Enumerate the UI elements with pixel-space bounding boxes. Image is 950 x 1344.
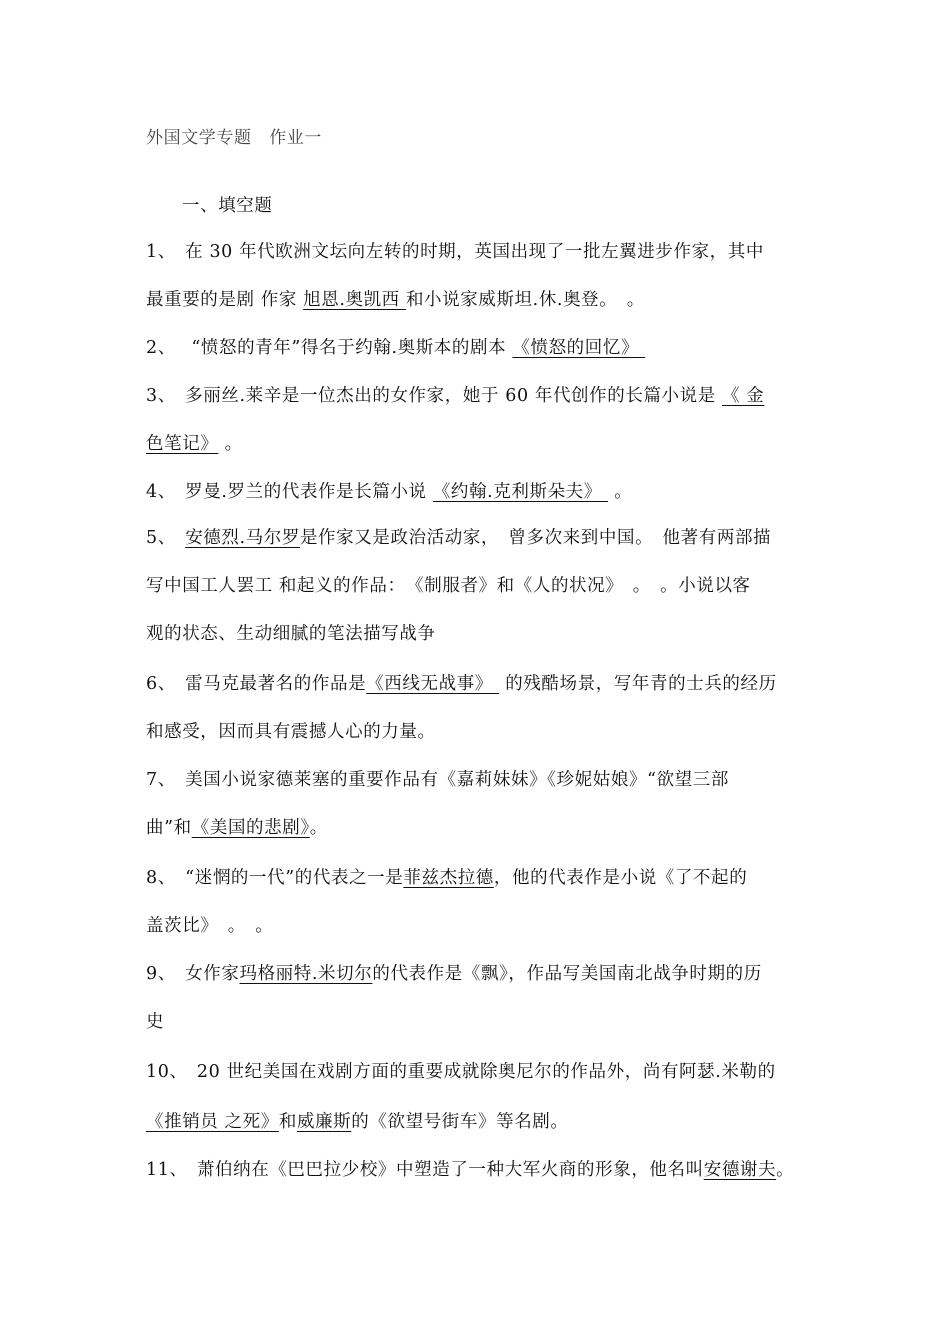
text-line [146,336,645,360]
text-segment: 史 [146,1012,165,1032]
text-segment: 和小说家威斯坦.休.奥登。 。 [405,290,645,310]
text-segment: 2、 “愤怒的青年”得名于约翰.奥斯本的剧本 [146,338,513,358]
text-line [146,1158,794,1182]
answer-underlined: 旭恩.奥凯西 [303,290,406,310]
text-segment: 是作家又是政治活动家， 曾多次来到中国。 他著有两部描 [299,528,772,548]
text-segment: 7、 美国小说家德莱塞的重要作品有《嘉莉妹妹》《珍妮姑娘》“欲望三部 [146,770,729,790]
answer-underlined: 安德烈.马尔罗 [185,528,300,548]
text-segment: 9、 女作家 [146,964,240,984]
text-segment: 观的状态、生动细腻的笔法描写战争 [146,624,436,644]
text-line [146,240,764,264]
section-heading: 一、填空题 [182,196,273,216]
answer-underlined: 《 金 [722,386,765,406]
answer-underlined: 《约翰.克利斯朵夫》 [432,482,609,502]
text-line [146,1010,164,1034]
text-segment: 5、 [146,528,186,548]
answer-underlined: 安德谢夫 [703,1160,777,1180]
text-segment: 。 [776,1160,795,1180]
answer-underlined: 色笔记》 [146,434,219,454]
text-line [146,432,243,456]
text-segment: 11、 萧伯纳在《巴巴拉少校》中塑造了一种大军火商的形象，他名叫 [146,1160,704,1180]
document-title: 外国文学专题 作业一 [146,128,322,148]
text-segment: 。 [218,434,243,454]
text-segment: 8、 “迷惘的一代”的代表之一是 [146,868,404,888]
text-segment: ，他的代表作是小说《了不起的 [493,868,748,888]
text-line [146,480,632,504]
text-segment: 最重要的是剧 作家 [146,290,304,310]
text-line [146,288,645,312]
text-segment: 和感受，因而具有震撼人心的力量。 [146,722,436,742]
text-segment: 的《欲望号街车》等名剧。 [351,1112,569,1132]
answer-underlined: 《美国的悲剧》 [191,818,310,838]
answer-underlined: 威廉斯 [296,1112,352,1132]
text-line [146,1110,569,1134]
text-segment: 10、 20 世纪美国在戏剧方面的重要成就除奥尼尔的作品外，尚有阿瑟.米勒的 [146,1062,776,1082]
text-segment: 曲”和 [146,818,192,838]
answer-underlined: 《西线无战事》 [366,674,500,694]
text-line [146,720,436,744]
text-line [146,672,777,696]
answer-underlined: 《愤怒的回忆》 [512,338,646,358]
text-segment: 3、 多丽丝.莱辛是一位杰出的女作家，她于 60 年代创作的长篇小说是 [146,386,723,406]
text-segment: 写中国工人罢工 和起义的作品： 《制服者》和《人的状况》 。 。小说以客 [146,576,751,596]
text-line [146,622,436,646]
text-segment: 4、 罗曼.罗兰的代表作是长篇小说 [146,482,433,502]
text-segment: 的残酷场景，写年青的士兵的经历 [499,674,777,694]
text-line [146,526,771,550]
text-line [146,1060,776,1084]
text-segment: 和 [278,1112,297,1132]
text-line [146,574,751,598]
text-line [146,914,273,938]
text-line [146,768,729,792]
text-segment: 1、 在 30 年代欧洲文坛向左转的时期，英国出现了一批左翼进步作家，其中 [146,242,764,262]
text-segment: 的代表作是《飘》，作品写美国南北战争时期的历 [372,964,762,984]
text-segment: 。 [608,482,633,502]
answer-underlined: 玛格丽特.米切尔 [239,964,373,984]
text-segment: 。 [309,818,328,838]
answer-underlined: 《推销员 之死》 [146,1112,279,1132]
text-segment: 6、 雷马克最著名的作品是 [146,674,367,694]
text-line [146,962,762,986]
text-line [146,866,747,890]
text-line [146,384,764,408]
answer-underlined: 菲兹杰拉德 [403,868,494,888]
text-line [146,816,328,840]
text-segment: 盖茨比》 。 。 [146,916,274,936]
